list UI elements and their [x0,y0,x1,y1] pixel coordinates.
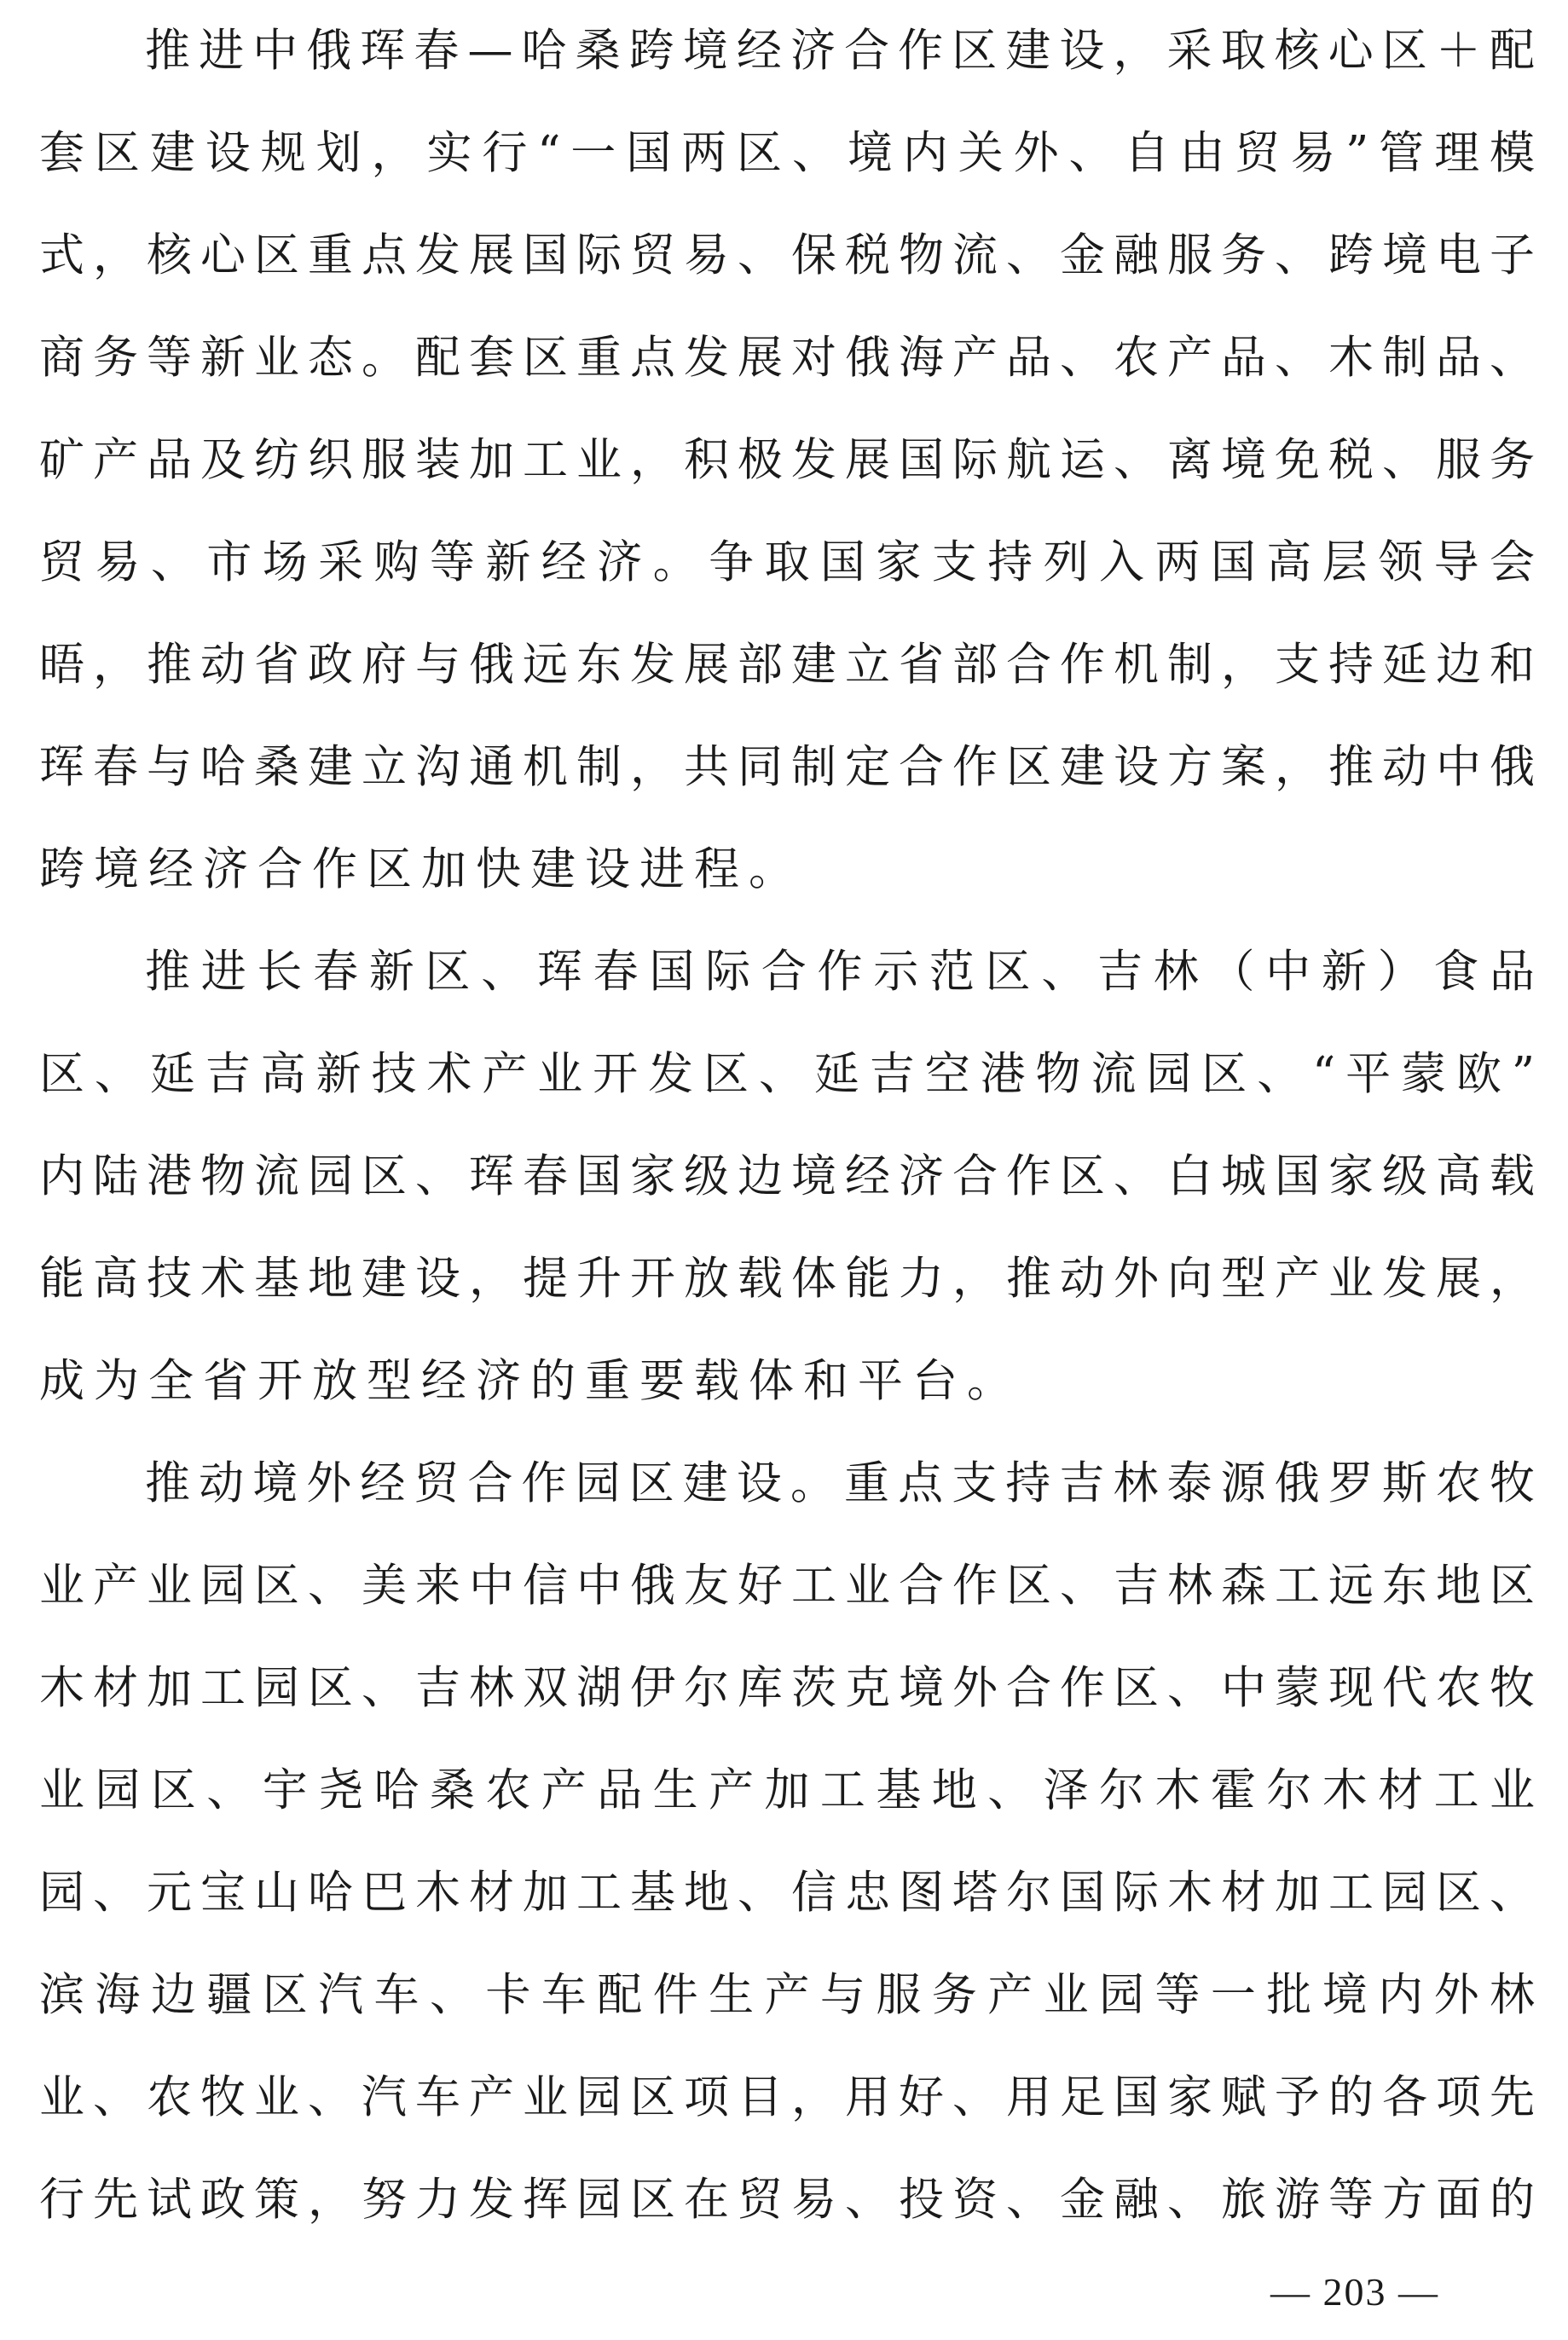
paragraph-2-line-1: 推进长春新区、珲春国际合作示范区、吉林（中新）食品 [145,946,1535,998]
paragraph-1-line-8: 珲春与哈桑建立沟通机制，共同制定合作区建设方案，推动中俄 [39,741,1535,793]
paragraph-3-line-5: 园、元宝山哈巴木材加工基地、信忠图塔尔国际木材加工园区、 [39,1867,1535,1919]
page-number: — 203 — [1270,2270,1439,2314]
paragraph-2-line-3: 内陆港物流园区、珲春国家级边境经济合作区、白城国家级高载 [39,1150,1535,1202]
paragraph-1-line-7: 晤，推动省政府与俄远东发展部建立省部合作机制，支持延边和 [39,639,1535,691]
paragraph-1-line-6: 贸易、市场采购等新经济。争取国家支持列入两国高层领导会 [39,536,1535,588]
paragraph-1-line-4: 商务等新业态。配套区重点发展对俄海产品、农产品、木制品、 [39,332,1535,384]
paragraph-2-line-5: 成为全省开放型经济的重要载体和平台。 [39,1355,1021,1407]
paragraph-3-line-3: 木材加工园区、吉林双湖伊尔库茨克境外合作区、中蒙现代农牧 [39,1662,1535,1714]
paragraph-3-line-6: 滨海边疆区汽车、卡车配件生产与服务产业园等一批境内外林 [39,1969,1535,2021]
paragraph-1-line-3: 式，核心区重点发展国际贸易、保税物流、金融服务、跨境电子 [39,229,1535,281]
paragraph-2-line-4: 能高技术基地建设，提升开放载体能力，推动外向型产业发展， [39,1253,1535,1305]
paragraph-3-line-7: 业、农牧业、汽车产业园区项目，用好、用足国家赋予的各项先 [39,2071,1535,2123]
paragraph-1-line-2: 套区建设规划，实行“一国两区、境内关外、自由贸易”管理模 [39,127,1535,179]
document-page [39,0,1535,2340]
paragraph-1-line-9: 跨境经济合作区加快建设进程。 [39,843,803,895]
paragraph-1-line-1: 推进中俄珲春—哈桑跨境经济合作区建设，采取核心区＋配 [145,25,1535,77]
paragraph-1-line-5: 矿产品及纺织服装加工业，积极发展国际航运、离境免税、服务 [39,434,1535,486]
paragraph-3-line-4: 业园区、宇尧哈桑农产品生产加工基地、泽尔木霍尔木材工业 [39,1764,1535,1816]
paragraph-3-line-2: 业产业园区、美来中信中俄友好工业合作区、吉林森工远东地区 [39,1560,1535,1612]
paragraph-2-line-2: 区、延吉高新技术产业开发区、延吉空港物流园区、“平蒙欧” [39,1048,1535,1100]
paragraph-3-line-1: 推动境外经贸合作园区建设。重点支持吉林泰源俄罗斯农牧 [145,1457,1535,1509]
paragraph-3-line-8: 行先试政策，努力发挥园区在贸易、投资、金融、旅游等方面的 [39,2174,1535,2226]
